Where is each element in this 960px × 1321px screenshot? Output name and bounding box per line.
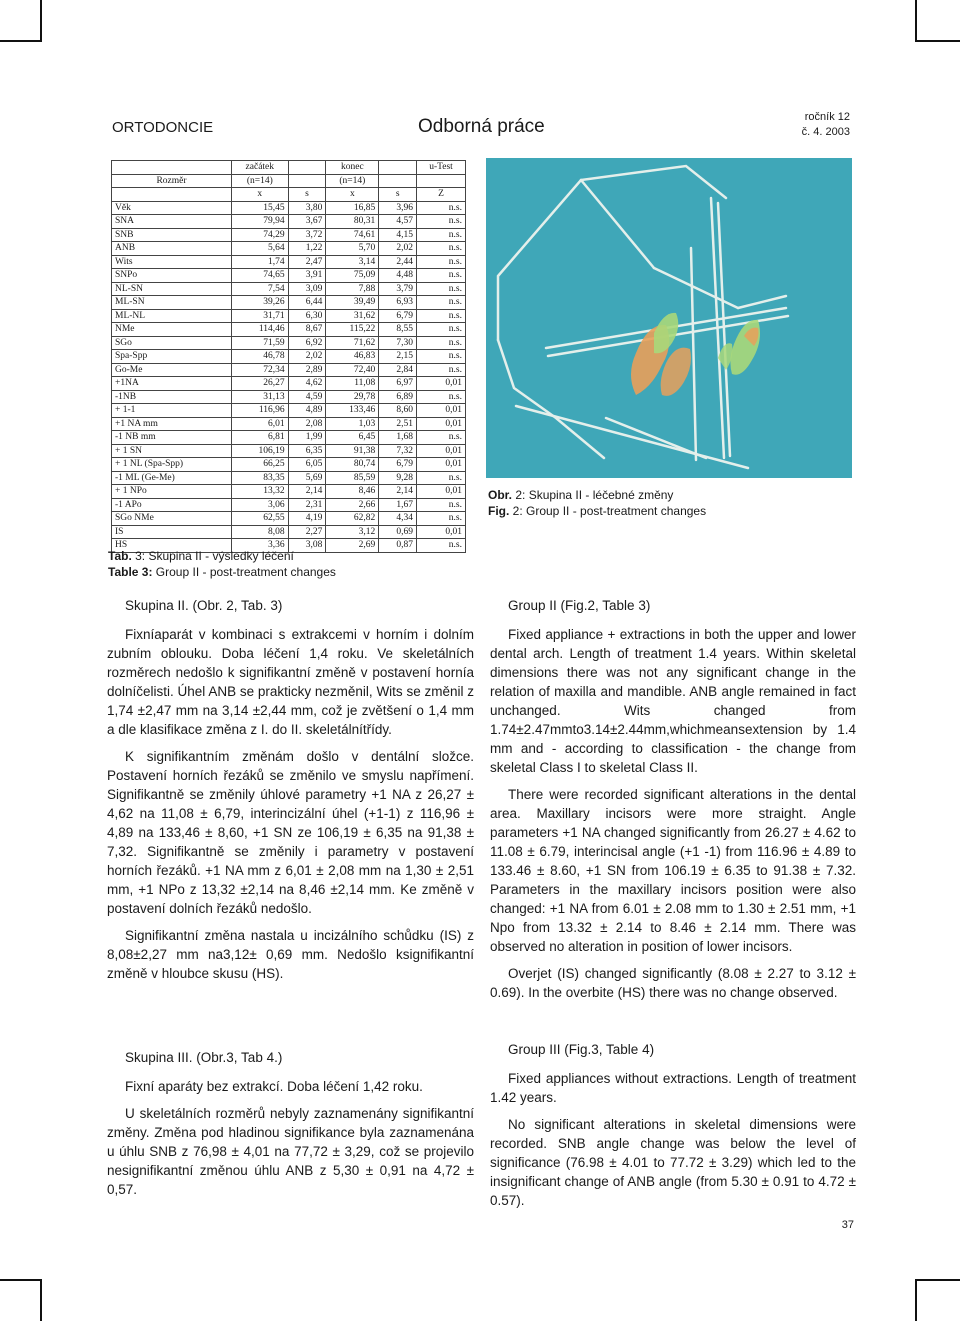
value-cell: 11,08 [326,377,379,391]
value-cell: 3,67 [288,215,326,229]
value-cell: 71,59 [231,336,288,350]
value-cell: 7,88 [326,282,379,296]
value-cell: n.s. [417,282,466,296]
value-cell: 6,79 [379,309,417,323]
table-row [112,201,466,215]
row-label-cell: SNB [112,228,232,242]
value-cell: 66,25 [231,458,288,472]
value-cell: 2,89 [288,363,326,377]
value-cell: 6,44 [288,296,326,310]
header-cell: konec [326,161,379,175]
table-header-row-2 [112,174,466,188]
row-label-cell: -1NB [112,390,232,404]
value-cell: 4,48 [379,269,417,283]
value-cell: 72,34 [231,363,288,377]
value-cell: n.s. [417,255,466,269]
row-label-cell: +1 NA mm [112,417,232,431]
table-row [112,471,466,485]
value-cell: 3,79 [379,282,417,296]
header-cell: Rozměr [112,174,232,188]
header-cell: Z [417,188,466,202]
group2-paragraph-2-en: There were recorded significant alterations in the dental area. Maxillary incisors were more straight. Angle parameters +1 NA changed significantly from 26.27 ± 4.62 to 11.08 ± 6.79, interincisal angle (+1 -1) from 116.96 ± 4.89 to 133.46 ± 8.60, +1 SN from 106.19 ± 6.35 to 91.38 ± 7.32. Parameters in the maxillary incisors position were also changed: +1 NA from 6.01 ± 2.08 mm to 1.30 ± 2.51 mm, +1 Npo from 13.32 ± 2.14 to 8.46 ± 2.14 mm. There was observed no alteration in position of lower incisors. [490,787,856,954]
value-cell: 3,80 [288,201,326,215]
value-cell: 29,78 [326,390,379,404]
value-cell: 26,27 [231,377,288,391]
row-label-cell: -1 NB mm [112,431,232,445]
crop-mark-bottom-left-vertical [40,1279,42,1321]
row-label-cell: -1 APo [112,498,232,512]
value-cell: 3,14 [326,255,379,269]
header-cell: začátek [231,161,288,175]
value-cell: n.s. [417,309,466,323]
value-cell: 72,40 [326,363,379,377]
value-cell: 74,61 [326,228,379,242]
value-cell: 15,45 [231,201,288,215]
value-cell: 7,30 [379,336,417,350]
value-cell: n.s. [417,228,466,242]
journal-title: Odborná práce [418,116,545,137]
value-cell: 4,19 [288,512,326,526]
value-cell: 7,54 [231,282,288,296]
value-cell: n.s. [417,296,466,310]
value-cell: 83,35 [231,471,288,485]
figure-caption-cz-label: Obr. [488,488,513,502]
value-cell: 0,01 [417,444,466,458]
figure-caption-cz-text: 2: Skupina II - léčebné změny [512,488,674,502]
value-cell: 6,81 [231,431,288,445]
value-cell: n.s. [417,512,466,526]
value-cell: 6,97 [379,377,417,391]
value-cell: 31,13 [231,390,288,404]
group3-paragraph-1-en: Fixed appliances without extractions. Length of treatment 1.42 years. [490,1071,856,1105]
header-cell: (n=14) [326,174,379,188]
value-cell: 62,82 [326,512,379,526]
tracing-outline-lower [498,340,604,458]
value-cell: 6,92 [288,336,326,350]
header-cell: s [288,188,326,202]
value-cell: 3,91 [288,269,326,283]
row-label-cell: +1NA [112,377,232,391]
header-cell [379,161,417,175]
value-cell: 4,57 [379,215,417,229]
value-cell: 106,19 [231,444,288,458]
value-cell: 5,64 [231,242,288,256]
row-label-cell: Věk [112,201,232,215]
left-column-group2 [107,596,474,991]
issue-label: č. 4. 2003 [801,126,850,138]
row-label-cell: ML-NL [112,309,232,323]
value-cell: 39,26 [231,296,288,310]
header-cell [379,174,417,188]
value-cell: 4,15 [379,228,417,242]
value-cell: 31,71 [231,309,288,323]
figure-cephalometric-tracing [486,158,852,478]
row-label-cell: + 1 NL (Spa-Spp) [112,458,232,472]
row-label-cell: IS [112,525,232,539]
value-cell: 2,08 [288,417,326,431]
row-label-cell: SNPo [112,269,232,283]
group3-paragraph-1-cz: Fixní aparáty bez extrakcí. Doba léčení 1,42 roku. [125,1079,423,1094]
value-cell: 6,35 [288,444,326,458]
right-column-group2 [490,596,856,1010]
crop-mark-top-left-vertical [40,0,42,42]
table-row [112,323,466,337]
value-cell: n.s. [417,242,466,256]
table-row [112,350,466,364]
table-row [112,269,466,283]
table-row [112,377,466,391]
row-label-cell: NL-SN [112,282,232,296]
value-cell: 4,34 [379,512,417,526]
value-cell: 3,12 [326,525,379,539]
table-head [112,161,466,202]
header-cell [112,161,232,175]
value-cell: 1,03 [326,417,379,431]
tracing-illustration [486,158,852,478]
results-table [111,160,466,553]
value-cell: 62,55 [231,512,288,526]
header-cell: (n=14) [231,174,288,188]
value-cell: n.s. [417,201,466,215]
value-cell: n.s. [417,215,466,229]
table-row [112,498,466,512]
row-label-cell: SNA [112,215,232,229]
table-caption [108,548,336,580]
value-cell: 2,66 [326,498,379,512]
table-row [112,336,466,350]
crop-mark-bottom-right-vertical [915,1279,917,1321]
value-cell: 1,74 [231,255,288,269]
value-cell: 0,01 [417,525,466,539]
value-cell: 9,28 [379,471,417,485]
table-caption-cz-label: Tab. [108,549,132,563]
header-cell: s [379,188,417,202]
row-label-cell: SGo [112,336,232,350]
table-caption-en [108,564,336,580]
value-cell: 1,67 [379,498,417,512]
tooth-shapes [631,313,760,396]
table-caption-en-text: Group II - post-treatment changes [152,565,336,579]
value-cell: 1,22 [288,242,326,256]
figure-caption-en [488,503,706,519]
group2-heading-cz: Skupina II. (Obr. 2, Tab. 3) [125,598,283,613]
value-cell: 2,15 [379,350,417,364]
value-cell: 8,60 [379,404,417,418]
value-cell: 7,32 [379,444,417,458]
value-cell: 2,51 [379,417,417,431]
value-cell: 91,38 [326,444,379,458]
value-cell: 6,93 [379,296,417,310]
row-label-cell: SGo NMe [112,512,232,526]
figure-caption-cz [488,487,706,503]
value-cell: 2,31 [288,498,326,512]
value-cell: 0,01 [417,377,466,391]
value-cell: 71,62 [326,336,379,350]
value-cell: 2,44 [379,255,417,269]
value-cell: 80,31 [326,215,379,229]
value-cell: 13,32 [231,485,288,499]
crop-mark-top-right-horizontal [917,40,960,42]
table-row [112,296,466,310]
value-cell: 85,59 [326,471,379,485]
group3-paragraph-2-en: No significant alterations in skeletal dimensions were recorded. SNB angle change was below the level of significance (76.98 ± 4.01 to 77.72 ± 3.29) which led to the insignificant change of ANB angle (from 5.30 ± 0.91 to 4.72 ± 0.57). [490,1117,856,1208]
row-label-cell: Wits [112,255,232,269]
value-cell: 6,30 [288,309,326,323]
figure-caption-en-text: 2: Group II - post-treatment changes [509,504,707,518]
value-cell: 75,09 [326,269,379,283]
value-cell: 3,96 [379,201,417,215]
right-column-group3 [490,1040,856,1218]
value-cell: 0,69 [379,525,417,539]
row-label-cell: + 1 NPo [112,485,232,499]
table-row [112,363,466,377]
value-cell: 2,02 [288,350,326,364]
value-cell: 6,01 [231,417,288,431]
header-cell: u-Test [417,161,466,175]
group3-heading-en: Group III (Fig.3, Table 4) [508,1042,655,1057]
table-row [112,431,466,445]
table-row [112,215,466,229]
table-row [112,444,466,458]
value-cell: 8,08 [231,525,288,539]
value-cell: 8,55 [379,323,417,337]
group2-paragraph-1-en: Fixed appliance + extractions in both the upper and lower dental arch. Length of treatment 1.4 years. Within skeletal dimensions there was not any significant change in the relation of maxilla and mandible. ANB angle remained in fact unchanged. Wits changed from 1.74±2.47mmto3.14±2.44mm,whichmeansextension by 1.4 mm and - according to classification - the change from skeletal Class I to skeletal Class II. [490,627,856,775]
value-cell: 0,01 [417,458,466,472]
value-cell: 4,89 [288,404,326,418]
header-cell [112,188,232,202]
value-cell: 0,01 [417,485,466,499]
value-cell: 74,65 [231,269,288,283]
value-cell: 1,99 [288,431,326,445]
table-header-row-3 [112,188,466,202]
group3-paragraph-2-cz: U skeletálních rozměrů nebyly zaznamenány signifikantní změny. Změna pod hladinou signifikance byla zaznamenána u úhlu SNB z 76,98 ± 4,01 na 77,72 ± 3,29, což se projevilo nesignifikantní změnou úhlu ANB z 5,30 ± 0,91 na 4,72 ± 0,57. [107,1106,474,1197]
value-cell: 2,27 [288,525,326,539]
section-title: ORTODONCIE [112,119,214,136]
row-label-cell: -1 ML (Ge-Me) [112,471,232,485]
value-cell: 6,79 [379,458,417,472]
value-cell: 3,36 [231,539,288,553]
row-label-cell: + 1-1 [112,404,232,418]
row-label-cell: Spa-Spp [112,350,232,364]
row-label-cell: HS [112,539,232,553]
left-column-group3 [107,1048,474,1207]
value-cell: 6,45 [326,431,379,445]
table-row [112,390,466,404]
issue-info [802,110,850,140]
value-cell: 2,47 [288,255,326,269]
value-cell: 0,87 [379,539,417,553]
value-cell: 8,46 [326,485,379,499]
header-cell [417,174,466,188]
table-row [112,485,466,499]
header-cell [288,161,326,175]
group2-paragraph-3-en: Overjet (IS) changed significantly (8.08 ± 2.27 to 3.12 ± 0.69). In the overbite (HS) there was no change observed. [490,966,856,1000]
page-number: 37 [841,1219,854,1231]
row-label-cell: ML-SN [112,296,232,310]
table-row [112,255,466,269]
value-cell: 2,69 [326,539,379,553]
group2-paragraph-3-cz: Signifikantní změna nastala u incizálního schůdku (IS) z 8,08±2,27 mm na3,12± 0,69 mm. Nedošlo ksignifikantní změně v hloubce skusu (HS). [107,928,474,981]
value-cell: n.s. [417,269,466,283]
table-body [112,201,466,552]
table-caption-cz-text: 3: Skupina II - výsledky léčení [131,549,294,563]
table-caption-cz [108,548,336,564]
value-cell: 0,01 [417,417,466,431]
value-cell: 3,72 [288,228,326,242]
table-row [112,458,466,472]
value-cell: 4,59 [288,390,326,404]
figure-caption-en-label: Fig. [488,504,510,518]
table-row [112,309,466,323]
value-cell: 5,70 [326,242,379,256]
value-cell: 5,69 [288,471,326,485]
row-label-cell: + 1 SN [112,444,232,458]
group2-heading-en: Group II (Fig.2, Table 3) [508,598,651,613]
value-cell: 6,05 [288,458,326,472]
group2-paragraph-1-cz: Fixníaparát v kombinaci s extrakcemi v horním i dolním zubním oblouku. Doba léčení 1,4 roku. Ve skeletálních rozměrech nedošlo k signifikantní změně v postavení hornía dolníčelisti. Úhel ANB se prakticky nezměnil, Wits se změnil z 1,74 ±2,47 mm na 3,14 ±2,44 mm, což je zvětšení o 1,4 mm a dle klasifikace změna z I. do II. skeletálnítřídy. [107,627,474,737]
value-cell: 3,09 [288,282,326,296]
value-cell: n.s. [417,539,466,553]
value-cell: n.s. [417,431,466,445]
value-cell: 0,01 [417,404,466,418]
group2-paragraph-2-cz: K signifikantním změnám došlo v dentální složce. Postavení horních řezáků se změnilo ve smyslu napřímení. Signifikantně se změnily úhlové parametry +1 NA z 26,27 ± 4,62 na 11,08 ± 6,79, interincizální úhel (+1-1) z 116,96 ± 4,89 na 133,46 ± 8,60, +1 SN ze 106,19 ± 6,35 na 91,38 ± 7,32. Signifikantně se změnily i parametry v postavení horních řezáků. +1 NA mm z 6,01 ± 2,08 mm na 1,30 ± 2,51 mm, +1 NPo z 13,32 ±2,14 na 8,46 ±2,14 mm. Ke změně v postavení dolních řezáků nedošlo. [107,749,474,916]
row-label-cell: ANB [112,242,232,256]
value-cell: n.s. [417,323,466,337]
crop-mark-bottom-right-horizontal [917,1279,960,1281]
value-cell: 2,14 [288,485,326,499]
table-caption-en-label: Table 3: [108,565,153,579]
value-cell: 2,02 [379,242,417,256]
crop-mark-bottom-left-horizontal [0,1279,40,1281]
table-row [112,242,466,256]
table-header-row-1 [112,161,466,175]
value-cell: 6,89 [379,390,417,404]
value-cell: n.s. [417,350,466,364]
value-cell: 74,29 [231,228,288,242]
value-cell: 2,84 [379,363,417,377]
crop-mark-top-left-horizontal [0,40,40,42]
value-cell: 3,06 [231,498,288,512]
header-cell: x [231,188,288,202]
row-label-cell: NMe [112,323,232,337]
table-row [112,525,466,539]
value-cell: 39,49 [326,296,379,310]
table-row [112,282,466,296]
volume-label: ročník 12 [804,111,850,123]
value-cell: 133,46 [326,404,379,418]
value-cell: 31,62 [326,309,379,323]
value-cell: 116,96 [231,404,288,418]
value-cell: 16,85 [326,201,379,215]
table-row [112,512,466,526]
header-cell: x [326,188,379,202]
value-cell: 114,46 [231,323,288,337]
row-label-cell: Go-Me [112,363,232,377]
value-cell: 2,14 [379,485,417,499]
value-cell: n.s. [417,336,466,350]
table-row [112,228,466,242]
value-cell: 3,08 [288,539,326,553]
value-cell: 1,68 [379,431,417,445]
header-cell [288,174,326,188]
value-cell: 46,78 [231,350,288,364]
figure-caption [488,487,706,519]
value-cell: 8,67 [288,323,326,337]
value-cell: 115,22 [326,323,379,337]
value-cell: n.s. [417,390,466,404]
table-row [112,404,466,418]
value-cell: 79,94 [231,215,288,229]
crop-mark-top-right-vertical [915,0,917,42]
value-cell: n.s. [417,471,466,485]
page-header [0,100,960,150]
value-cell: n.s. [417,363,466,377]
group3-heading-cz: Skupina III. (Obr.3, Tab 4.) [125,1050,283,1065]
value-cell: n.s. [417,498,466,512]
value-cell: 4,62 [288,377,326,391]
value-cell: 80,74 [326,458,379,472]
value-cell: 46,83 [326,350,379,364]
table-row [112,417,466,431]
